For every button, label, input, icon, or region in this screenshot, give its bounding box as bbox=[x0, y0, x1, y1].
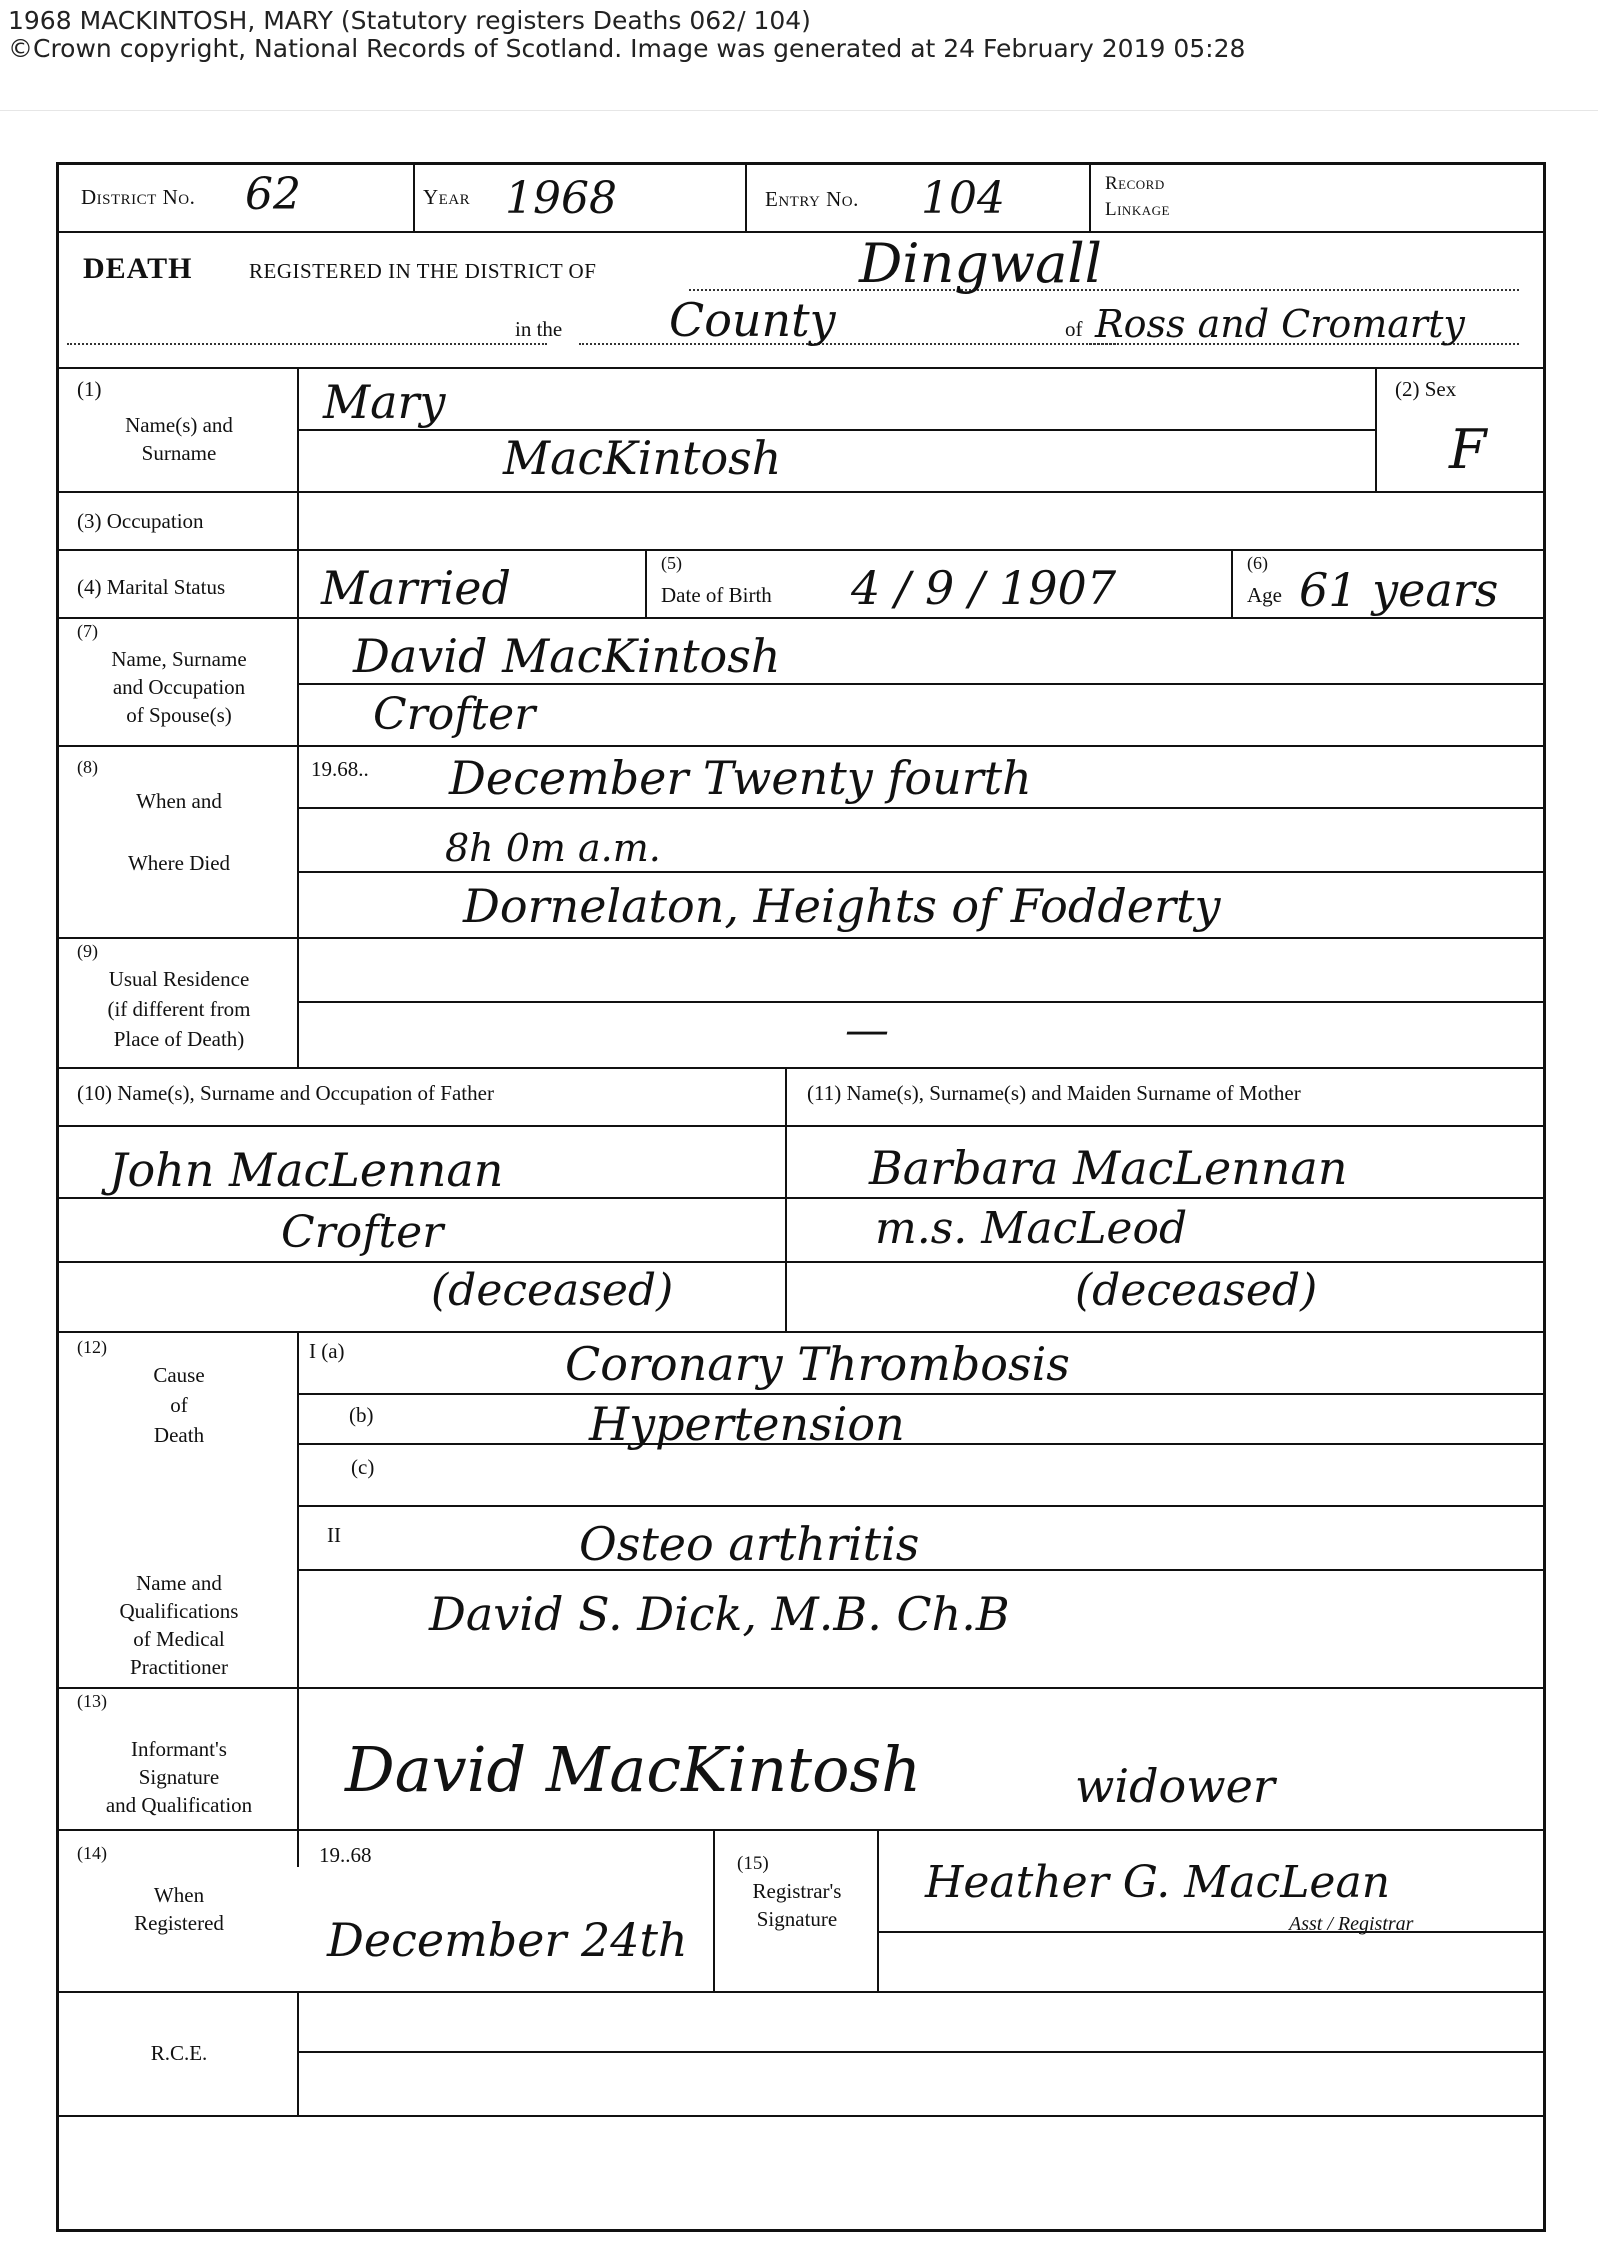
deceased-forename: Mary bbox=[323, 375, 446, 429]
cause-ii-label: II bbox=[327, 1523, 341, 1547]
usual-residence-value: — bbox=[845, 1005, 889, 1056]
district-number-label: District No. bbox=[81, 185, 196, 209]
entry-number-value: 104 bbox=[921, 173, 1005, 224]
record-title: 1968 MACKINTOSH, MARY (Statutory registers Deaths 062/ 104) bbox=[8, 6, 811, 35]
cause-a-value: Coronary Thrombosis bbox=[565, 1337, 1070, 1391]
registered-year-prefix: 19..68 bbox=[319, 1843, 372, 1867]
cause-b-value: Hypertension bbox=[589, 1397, 905, 1451]
date-of-death-value: December Twenty fourth bbox=[449, 751, 1032, 805]
death-year-prefix: 19.68.. bbox=[311, 757, 369, 781]
father-status-value: (deceased) bbox=[431, 1265, 674, 1316]
marital-status-label: (4) Marital Status bbox=[77, 575, 226, 599]
spouse-label: Name, Surname bbox=[111, 647, 247, 671]
father-label: (10) Name(s), Surname and Occupation of Father bbox=[77, 1081, 494, 1105]
registration-date-value: December 24th bbox=[327, 1913, 688, 1967]
medical-practitioner-label: Name and bbox=[136, 1571, 222, 1595]
record-linkage-label-2: Linkage bbox=[1105, 199, 1170, 220]
registrar-title: Asst / Registrar bbox=[1289, 1913, 1414, 1935]
age-number: (6) bbox=[1247, 553, 1268, 573]
when-registered-label: When bbox=[153, 1883, 205, 1907]
spouse-name-value: David MacKintosh bbox=[353, 629, 781, 683]
time-of-death-value: 8h 0m a.m. bbox=[445, 826, 661, 870]
when-died-number: (8) bbox=[77, 757, 98, 777]
marital-status-value: Married bbox=[321, 561, 511, 615]
registrar-signature-label-2: Signature bbox=[756, 1907, 838, 1931]
sex-value: F bbox=[1449, 418, 1487, 481]
medical-practitioner-value: David S. Dick, M.B. Ch.B bbox=[429, 1587, 1010, 1641]
occupation-label: (3) Occupation bbox=[77, 509, 204, 533]
place-of-death-value: Dornelaton, Heights of Fodderty bbox=[463, 879, 1221, 933]
cause-number: (12) bbox=[77, 1337, 107, 1357]
registrar-signature-label: Registrar's bbox=[752, 1879, 842, 1903]
deceased-surname: MacKintosh bbox=[503, 431, 782, 485]
registrar-number: (15) bbox=[737, 1853, 769, 1874]
entry-number-label: Entry No. bbox=[765, 187, 859, 211]
cause-label-2: of bbox=[170, 1393, 188, 1417]
when-registered-number: (14) bbox=[77, 1843, 107, 1863]
where-died-label: Where Died bbox=[127, 851, 231, 875]
informant-qualification: widower bbox=[1075, 1759, 1275, 1813]
dob-number: (5) bbox=[661, 553, 682, 573]
cause-label-3: Death bbox=[153, 1423, 205, 1447]
informant-signature: David MacKintosh bbox=[345, 1733, 922, 1806]
in-the-label: in the bbox=[515, 317, 563, 341]
informant-label: Informant's bbox=[131, 1737, 227, 1761]
age-label: Age bbox=[1247, 583, 1282, 607]
residence-number: (9) bbox=[77, 941, 98, 961]
year-label: Year bbox=[423, 185, 471, 209]
when-and-label: When and bbox=[136, 789, 222, 813]
medical-practitioner-label-4: Practitioner bbox=[130, 1655, 228, 1679]
copyright-notice: ©Crown copyright, National Records of Scotland. Image was generated at 24 February 2019 05:28 bbox=[8, 34, 1246, 63]
cause-ia-label: I (a) bbox=[309, 1339, 345, 1363]
field-1-number: (1) bbox=[77, 377, 102, 401]
when-registered-label-2: Registered bbox=[134, 1911, 224, 1935]
registration-district-value: Dingwall bbox=[859, 232, 1102, 295]
death-heading: DEATH bbox=[83, 252, 193, 285]
of-label: of bbox=[1065, 317, 1083, 341]
usual-residence-label-2: (if different from bbox=[107, 997, 251, 1021]
name-surname-label-2: Surname bbox=[141, 441, 217, 465]
county-type-value: County bbox=[669, 293, 836, 347]
mother-maiden-name-value: m.s. MacLeod bbox=[875, 1203, 1188, 1254]
cause-label: Cause bbox=[153, 1363, 205, 1387]
year-value: 1968 bbox=[505, 173, 617, 224]
father-occupation-value: Crofter bbox=[281, 1207, 444, 1258]
record-linkage-label: Record bbox=[1105, 173, 1165, 194]
rce-label: R.C.E. bbox=[150, 2041, 208, 2065]
registered-district-label: REGISTERED IN THE DISTRICT OF bbox=[249, 259, 597, 283]
usual-residence-label: Usual Residence bbox=[108, 967, 250, 991]
sex-label: (2) Sex bbox=[1395, 377, 1457, 401]
date-of-birth-label: Date of Birth bbox=[661, 583, 772, 607]
informant-number: (13) bbox=[77, 1691, 107, 1711]
medical-practitioner-label-3: of Medical bbox=[133, 1627, 225, 1651]
district-number-value: 62 bbox=[245, 169, 301, 220]
spouse-label-3: of Spouse(s) bbox=[126, 703, 232, 727]
mother-name-value: Barbara MacLennan bbox=[869, 1141, 1348, 1195]
name-surname-label: Name(s) and bbox=[125, 413, 233, 437]
cause-ic-label: (c) bbox=[351, 1455, 375, 1479]
date-of-birth-value: 4 / 9 / 1907 bbox=[851, 561, 1117, 615]
page-header bbox=[0, 0, 1598, 111]
usual-residence-label-3: Place of Death) bbox=[113, 1027, 245, 1051]
informant-label-2: Signature bbox=[138, 1765, 220, 1789]
spouse-label-2: and Occupation bbox=[112, 675, 246, 699]
medical-practitioner-label-2: Qualifications bbox=[119, 1599, 239, 1623]
cause-ib-label: (b) bbox=[349, 1403, 374, 1427]
death-certificate-form bbox=[56, 162, 1546, 2232]
father-name-value: John MacLennan bbox=[109, 1143, 504, 1197]
mother-label: (11) Name(s), Surname(s) and Maiden Surname of Mother bbox=[807, 1081, 1301, 1105]
county-name-value: Ross and Cromarty bbox=[1095, 302, 1465, 346]
cause-ii-value: Osteo arthritis bbox=[579, 1517, 920, 1571]
informant-label-3: and Qualification bbox=[105, 1793, 253, 1817]
registrar-signature: Heather G. MacLean bbox=[925, 1857, 1391, 1908]
spouse-number: (7) bbox=[77, 621, 98, 641]
age-value: 61 years bbox=[1299, 563, 1499, 617]
mother-status-value: (deceased) bbox=[1075, 1265, 1318, 1316]
spouse-occupation-value: Crofter bbox=[373, 689, 536, 740]
